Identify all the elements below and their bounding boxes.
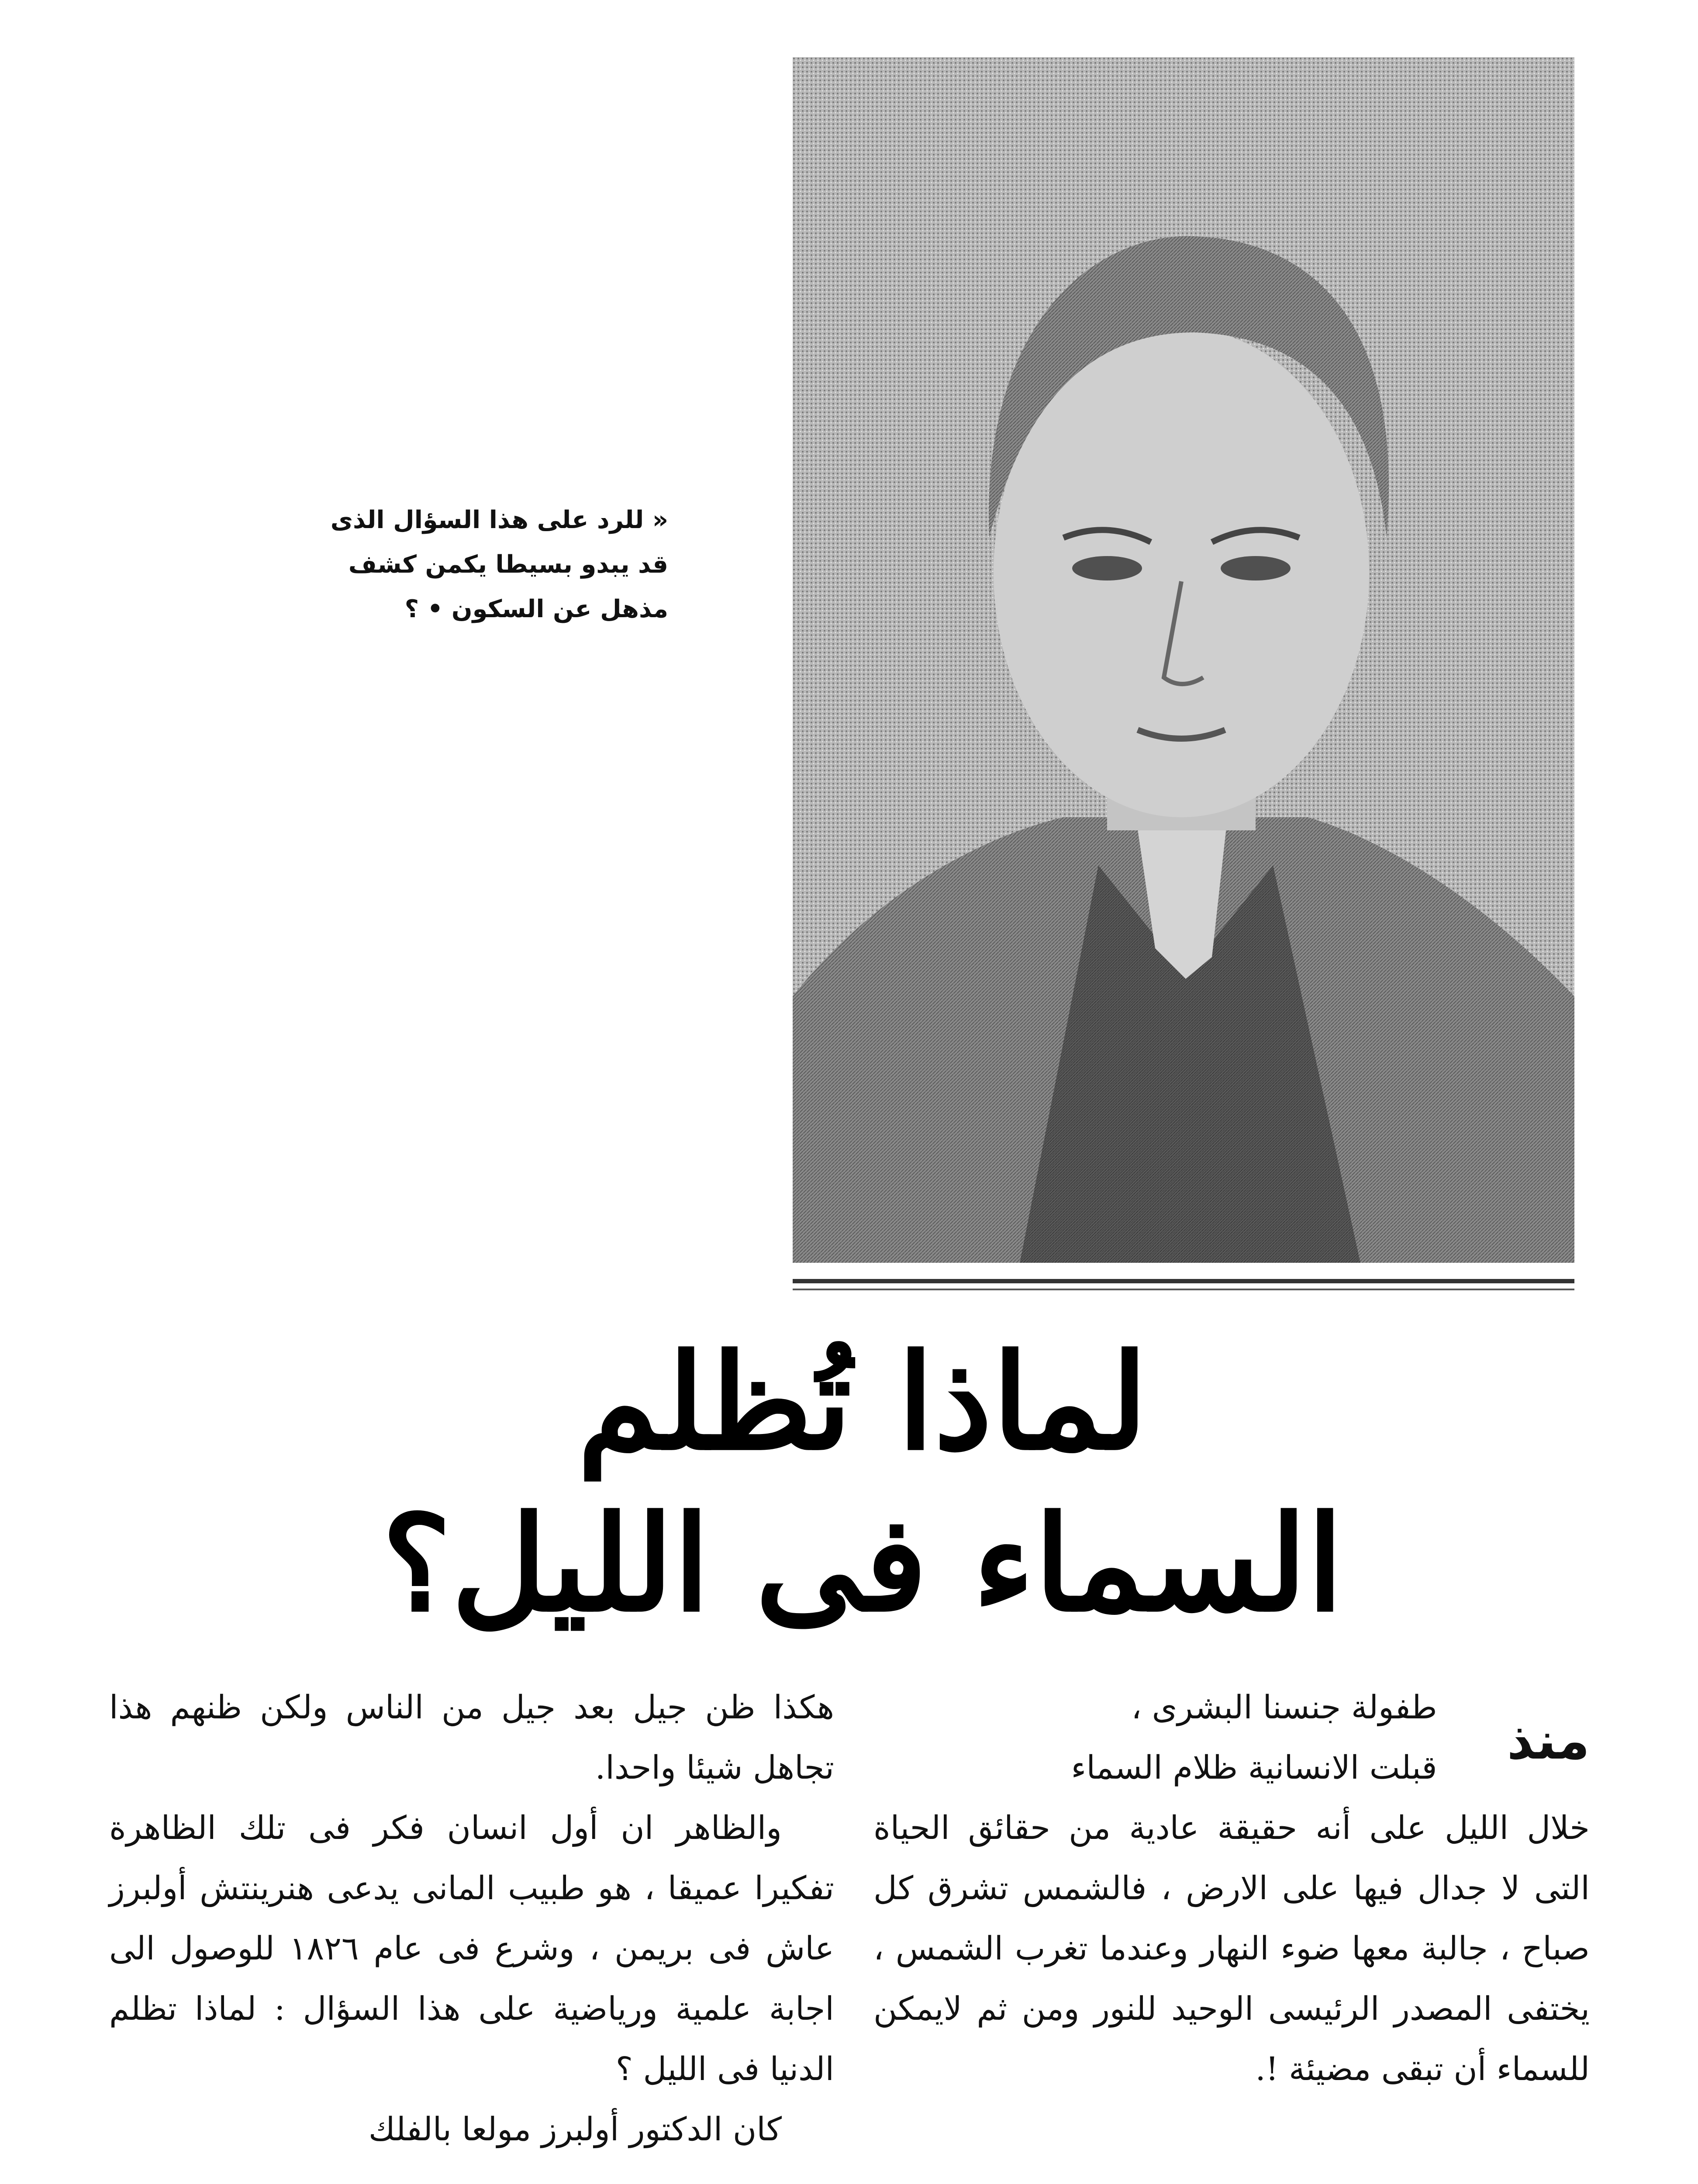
pull-quote-line: « للرد على هذا السؤال الذى	[330, 506, 668, 534]
article-paragraph: خلال الليل على أنه حقيقة عادية من حقائق الحياة التى لا جدال فيها على الارض ، فالشمس تشرق كل صباح ، جالبة معها ضوء النهار وعندما تغرب الشمس ، يختفى المصدر الرئيسى الوحيد للنور ومن ثم لايمكن للسماء أن تبقى مضيئة !.	[873, 1809, 1590, 2088]
pull-quote-line: قد يبدو بسيطا يكمن كشف	[348, 550, 668, 579]
article-paragraph: كان الدكتور أولبرز مولعا بالفلك	[368, 2111, 782, 2148]
intro-line: قبلت الانسانية ظلام السماء	[1071, 1749, 1437, 1787]
pull-quote	[175, 498, 668, 632]
article-column-left	[109, 1677, 834, 2160]
pull-quote-line: مذهل عن السكون • ؟	[404, 595, 668, 623]
drop-word: منذ	[1507, 1711, 1590, 1771]
portrait-bottom-rule-thin	[793, 1289, 1574, 1290]
portrait-engraving	[793, 57, 1574, 1263]
headline-line-2: السماء فى الليل؟	[382, 1486, 1343, 1641]
intro-line: طفولة جنسنا البشرى ،	[1131, 1689, 1437, 1726]
article-paragraph: هكذا ظن جيل بعد جيل من الناس ولكن ظنهم هذا تجاهل شيئا واحدا.	[109, 1689, 834, 1787]
portrait-bottom-rule	[793, 1279, 1574, 1283]
article-column-right	[873, 1677, 1590, 2099]
headline-line-1: لماذا تُظلم	[577, 1325, 1148, 1479]
article-paragraph: والظاهر ان أول انسان فكر فى تلك الظاهرة تفكيرا عميقا ، هو طبيب المانى يدعى هنرينتش أولبرز عاش فى بريمن ، وشرع فى عام ١٨٢٦ للوصول الى اجابة علمية ورياضية على هذا السؤال : لماذا تظلم الدنيا فى الليل ؟	[109, 1809, 834, 2088]
